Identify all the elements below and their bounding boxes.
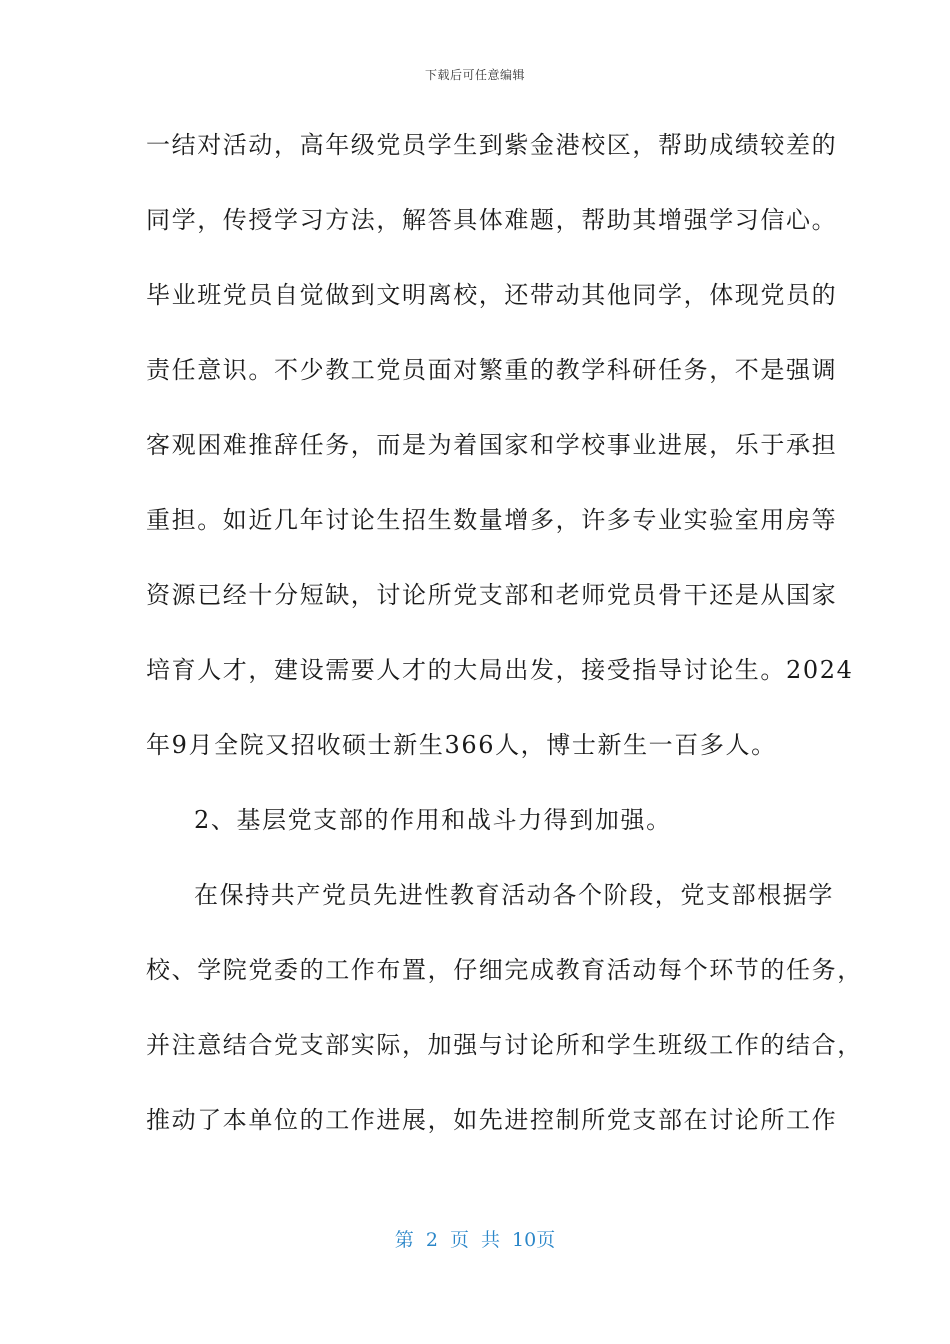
body-line: 培育人才，建设需要人才的大局出发，接受指导讨论生。2024 bbox=[146, 656, 854, 684]
page-header: 下载后可任意编辑 bbox=[424, 68, 525, 82]
body-line: 校、学院党委的工作布置，仔细完成教育活动每个环节的任务， bbox=[146, 956, 863, 984]
body-line: 年9月全院又招收硕士新生366人，博士新生一百多人。 bbox=[146, 731, 777, 759]
body-line: 客观困难推辞任务，而是为着国家和学校事业进展，乐于承担 bbox=[146, 431, 838, 459]
page-number-footer: 第 2 页 共 10页 bbox=[394, 1229, 556, 1251]
document-body bbox=[146, 125, 863, 1175]
body-line: 一结对活动，高年级党员学生到紫金港校区，帮助成绩较差的 bbox=[146, 131, 838, 159]
body-line: 责任意识。不少教工党员面对繁重的教学科研任务，不是强调 bbox=[146, 356, 838, 384]
body-line: 并注意结合党支部实际，加强与讨论所和学生班级工作的结合， bbox=[146, 1031, 863, 1059]
body-line: 毕业班党员自觉做到文明离校，还带动其他同学，体现党员的 bbox=[146, 281, 838, 309]
body-line: 资源已经十分短缺，讨论所党支部和老师党员骨干还是从国家 bbox=[146, 581, 838, 609]
body-line: 推动了本单位的工作进展，如先进控制所党支部在讨论所工作 bbox=[146, 1106, 838, 1134]
body-line: 重担。如近几年讨论生招生数量增多，许多专业实验室用房等 bbox=[146, 506, 838, 534]
paragraph-first-line: 在保持共产党员先进性教育活动各个阶段，党支部根据学 bbox=[194, 881, 834, 909]
section-heading: 2、基层党支部的作用和战斗力得到加强。 bbox=[194, 806, 672, 834]
body-line: 同学，传授学习方法，解答具体难题，帮助其增强学习信心。 bbox=[146, 206, 838, 234]
